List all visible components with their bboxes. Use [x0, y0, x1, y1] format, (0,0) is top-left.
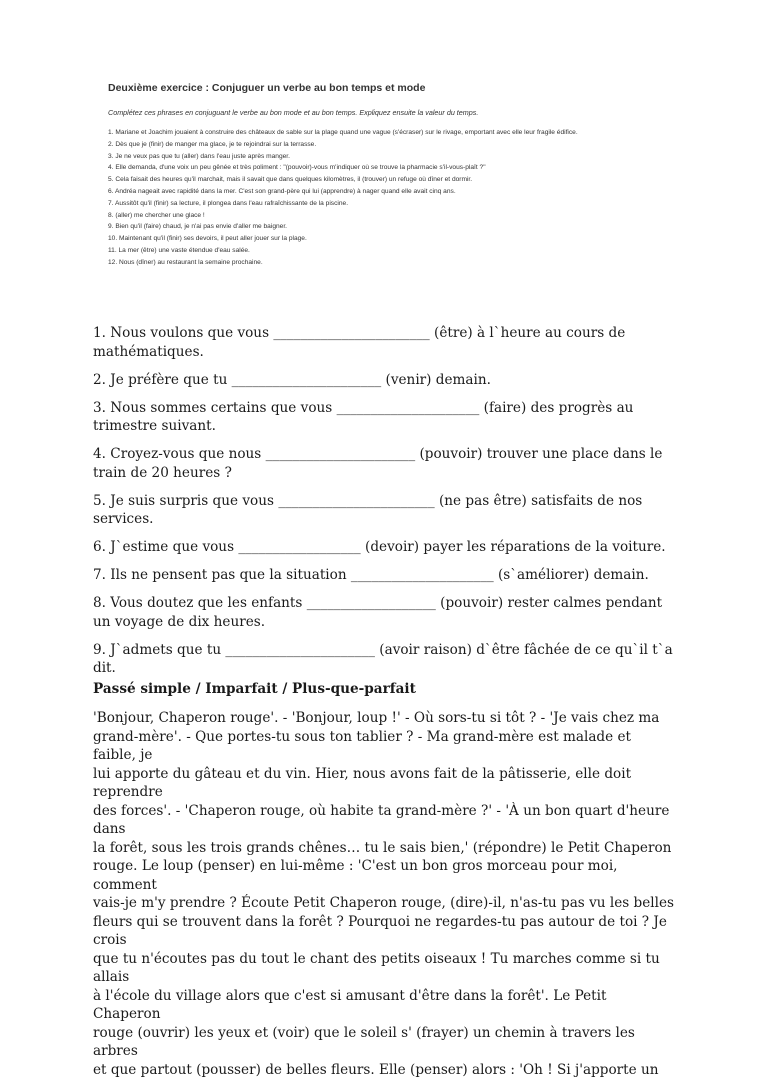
- question: [93, 324, 673, 361]
- question-verb: (pouvoir) trouver une place dans le train de 20 heures ?: [93, 446, 662, 481]
- question-text: 9. J`admets que tu: [93, 642, 221, 658]
- question-verb: (faire) des progrès au trimestre suivant.: [93, 400, 633, 435]
- exercise-item: 6. Andréa nageait avec rapidité dans la mer. C'est son grand-père qui lui (apprendre) à nager quand elle avait cinq ans.: [108, 186, 696, 198]
- question: [93, 445, 673, 482]
- question-text: 2. Je préfère que tu: [93, 372, 227, 388]
- story-line: vais-je m'y prendre ? Écoute Petit Chaperon rouge, (dire)-il, n'as-tu pas vu les belles: [93, 894, 675, 913]
- answer-blank: ___________________: [307, 595, 436, 611]
- story-line: des forces'. - 'Chaperon rouge, où habite ta grand-mère ?' - 'À un bon quart d'heure dans: [93, 802, 675, 839]
- exercise-item: 8. (aller) me chercher une glace !: [108, 210, 696, 222]
- exercise-item: 10. Maintenant qu'il (finir) ses devoirs, il peut aller jouer sur la plage.: [108, 233, 696, 245]
- question: [93, 492, 673, 529]
- exercise-item: 11. La mer (être) une vaste étendue d'eau salée.: [108, 245, 696, 257]
- embedded-exercise-image: [96, 82, 696, 269]
- question-text: 6. J`estime que vous: [93, 539, 234, 555]
- question-text: 5. Je suis surpris que vous: [93, 493, 274, 509]
- exercise-item: 12. Nous (dîner) au restaurant la semaine prochaine.: [108, 257, 696, 269]
- story-line: à l'école du village alors que c'est si amusant d'être dans la forêt'. Le Petit Chaperon: [93, 987, 675, 1024]
- story-line: rouge (ouvrir) les yeux et (voir) que le soleil s' (frayer) un chemin à travers les arbres: [93, 1024, 675, 1061]
- answer-blank: ______________________: [232, 372, 382, 388]
- question-text: 7. Ils ne pensent pas que la situation: [93, 567, 347, 583]
- answer-blank: _______________________: [278, 493, 434, 509]
- story-line: fleurs qui se trouvent dans la forêt ? Pourquoi ne regardes-tu pas autour de toi ? Je crois: [93, 913, 675, 950]
- question-verb: (avoir raison) d`être fâchée de ce qu`il t`a dit.: [93, 642, 673, 677]
- question: [93, 399, 673, 436]
- story-line: la forêt, sous les trois grands chênes… tu le sais bien,' (répondre) le Petit Chaperon: [93, 839, 675, 858]
- question-verb: (venir) demain.: [386, 372, 491, 388]
- question: [93, 641, 673, 678]
- question: [93, 566, 673, 585]
- question: [93, 371, 673, 390]
- exercise-item: 1. Mariane et Joachim jouaient à construire des châteaux de sable sur la plage quand une vague (s'écraser) sur le rivage, emportant avec elle leur fragile édifice.: [108, 127, 696, 139]
- subjunctive-questions: [93, 324, 673, 687]
- answer-blank: ______________________: [266, 446, 416, 462]
- story-line: 'Bonjour, Chaperon rouge'. - 'Bonjour, loup !' - Où sors-tu si tôt ? - 'Je vais chez ma: [93, 709, 675, 728]
- exercise-item: 9. Bien qu'il (faire) chaud, je n'ai pas envie d'aller me baigner.: [108, 221, 696, 233]
- exercise-title: Deuxième exercice : Conjuguer un verbe au bon temps et mode: [108, 82, 696, 94]
- question-text: 1. Nous voulons que vous: [93, 325, 269, 341]
- answer-blank: _____________________: [351, 567, 494, 583]
- section-title: Passé simple / Imparfait / Plus-que-parfait: [93, 681, 416, 697]
- question-verb: (pouvoir) rester calmes pendant un voyage de dix heures.: [93, 595, 662, 630]
- exercise-item-list: [108, 127, 696, 269]
- exercise-item: 5. Cela faisait des heures qu'il marchait, mais il savait que dans quelques kilomètres, il (trouver) un refuge où dîner et dormir.: [108, 174, 696, 186]
- question: [93, 538, 673, 557]
- question-verb: (ne pas être) satisfaits de nos services.: [93, 493, 642, 528]
- story-line: lui apporte du gâteau et du vin. Hier, nous avons fait de la pâtisserie, elle doit reprendre: [93, 765, 675, 802]
- exercise-item: 3. Je ne veux pas que tu (aller) dans l'eau juste après manger.: [108, 151, 696, 163]
- exercise-item: 7. Aussitôt qu'il (finir) sa lecture, il plongea dans l'eau rafraîchissante de la piscine.: [108, 198, 696, 210]
- exercise-item: 4. Elle demanda, d'une voix un peu gênée et très poliment : "(pouvoir)-vous m'indiquer où se trouve la pharmacie s'il-vous-plaît ?": [108, 162, 696, 174]
- question: [93, 594, 673, 631]
- story-line: et que partout (pousser) de belles fleurs. Elle (penser) alors : 'Oh ! Si j'apporte un: [93, 1061, 675, 1079]
- story-line: que tu n'écoutes pas du tout le chant des petits oiseaux ! Tu marches comme si tu allais: [93, 950, 675, 987]
- story-line: grand-mère'. - Que portes-tu sous ton tablier ? - Ma grand-mère est malade et faible, je: [93, 728, 675, 765]
- answer-blank: _____________________: [337, 400, 480, 416]
- question-verb: (devoir) payer les réparations de la voiture.: [365, 539, 666, 555]
- answer-blank: _______________________: [273, 325, 429, 341]
- answer-blank: ______________________: [225, 642, 375, 658]
- question-verb: (s`améliorer) demain.: [498, 567, 649, 583]
- exercise-instruction: Complétez ces phrases en conjuguant le verbe au bon mode et au bon temps. Expliquez ensuite la valeur du temps.: [108, 108, 696, 117]
- story-line: rouge. Le loup (penser) en lui-même : 'C'est un bon gros morceau pour moi, comment: [93, 857, 675, 894]
- exercise-item: 2. Dès que je (finir) de manger ma glace, je te rejoindrai sur la terrasse.: [108, 139, 696, 151]
- question-text: 4. Croyez-vous que nous: [93, 446, 261, 462]
- question-text: 8. Vous doutez que les enfants: [93, 595, 302, 611]
- answer-blank: __________________: [238, 539, 360, 555]
- question-text: 3. Nous sommes certains que vous: [93, 400, 332, 416]
- question-verb: (être) à l`heure au cours de mathématiques.: [93, 325, 625, 360]
